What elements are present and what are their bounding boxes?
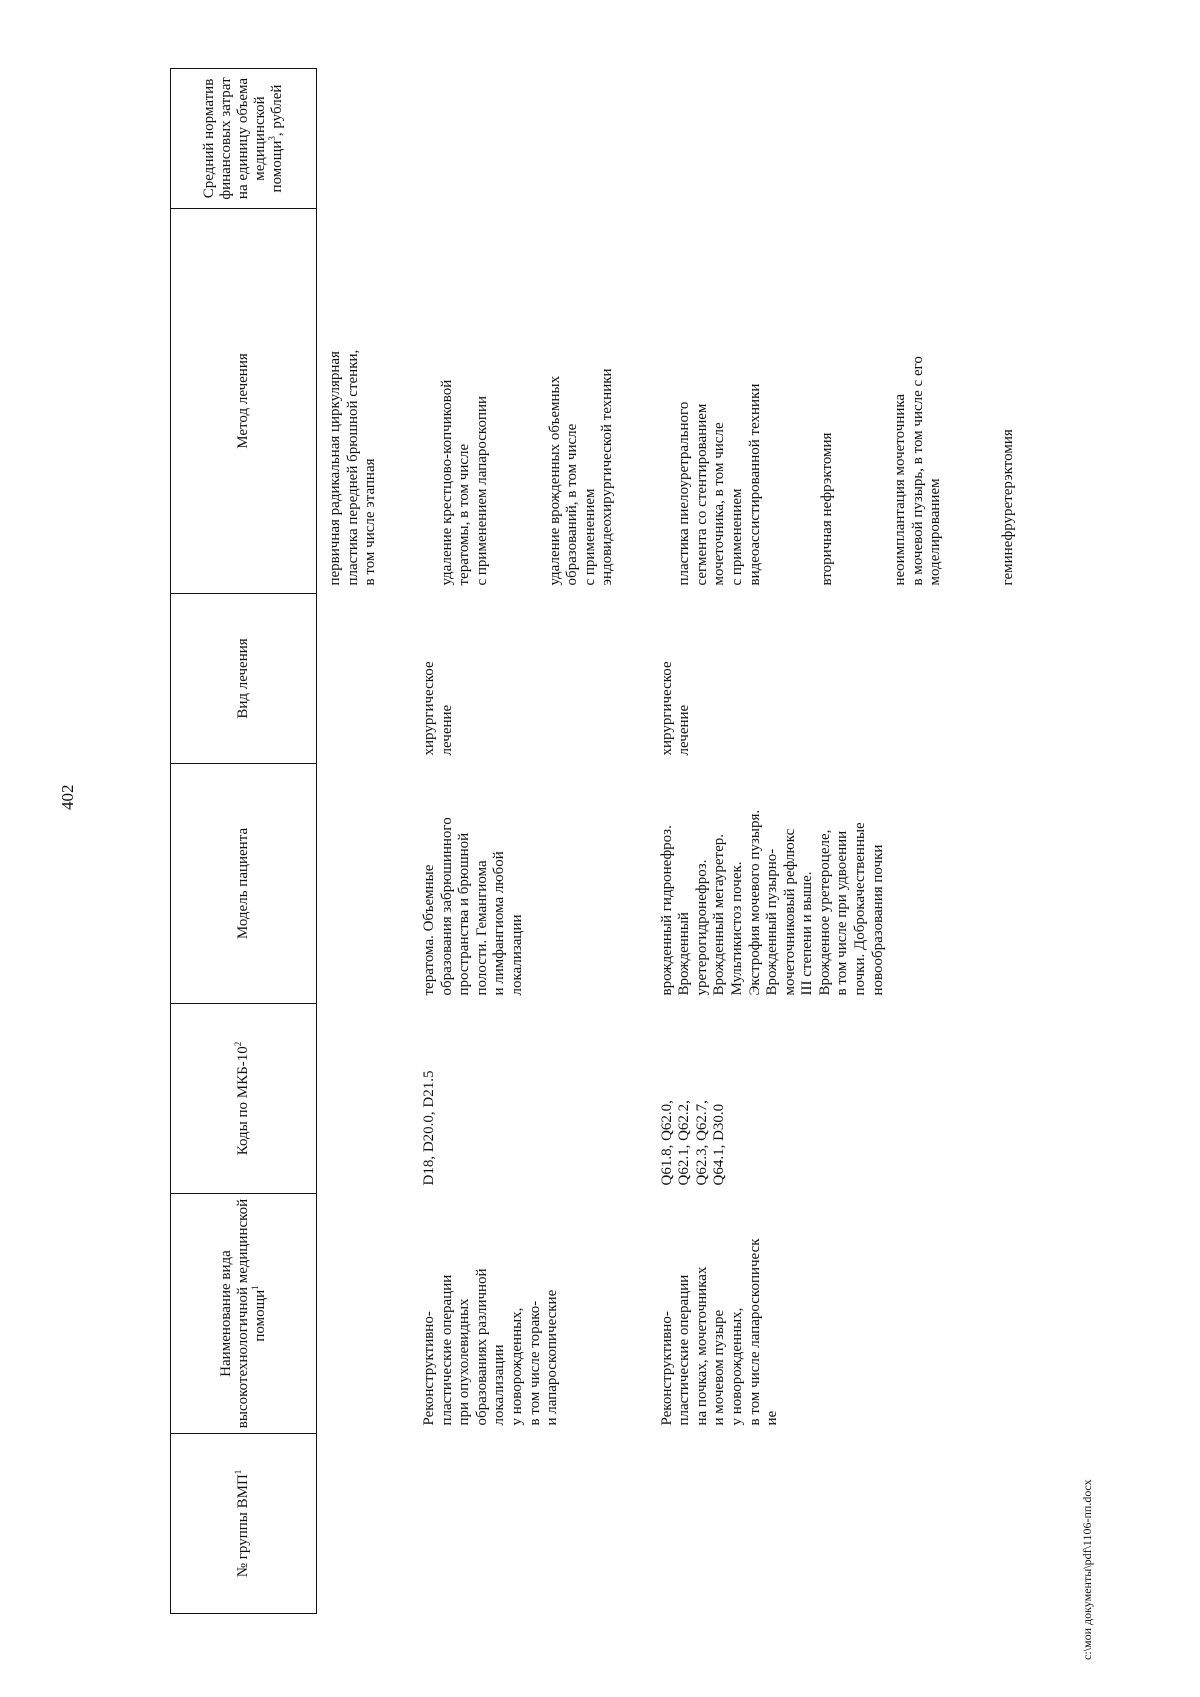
cell-cost (317, 69, 410, 209)
header-icd-codes: Коды по МКБ-$10^2$ (171, 1004, 317, 1194)
table-row (317, 69, 410, 1614)
cell-methods (317, 209, 410, 594)
cell-type: хирургическое лечение (658, 661, 693, 756)
cell-model (317, 764, 410, 1004)
method-item: пластика пиелоуретрального сегмента со стентированием мочеточника, в том числе с применением видеоассистированной техники (676, 383, 763, 586)
method-item: удаление крестцово-копчиковой тератомы, в том числе с применением лапароскопии (438, 379, 490, 586)
cell-methods (635, 209, 1036, 594)
header-row (171, 69, 317, 1614)
cell-model: тератома. Объемные образования забрюшинного пространства и брюшной полости. Гемангиома и лимфангиома любой локализации (421, 817, 525, 996)
cell-cost (635, 69, 1036, 209)
cell-name: Реконструктивно- пластические операции при опухолевидных образованиях различной локализации у новорожденных, в том числе торако- и лапароскопические (421, 1268, 561, 1426)
table-row (409, 69, 635, 1614)
cell-codes (317, 1004, 410, 1194)
table-row (635, 69, 1036, 1614)
header-treatment-method: Метод лечения (171, 209, 317, 594)
procedures-table (170, 68, 1035, 1614)
footer-file-path: c:\мои документы\pdf\1106-пп.docx (1080, 1479, 1094, 1660)
header-group-number: № группы ВМП$^1$ (171, 1434, 317, 1614)
method-item: геминефруретерэктомия (1000, 429, 1017, 586)
cell-model: врожденный гидронефроз. Врожденный уретерогидронефроз. Врожденный мегауретер. Мультикистоз почек. Экстрофия мочевого пузыря. Врожденный пузырно- мочеточниковый рефлюкс III степени и выше. Врожденное уретероцеле, в том числе при удвоении почки. Доброкачественные новообразования почки (658, 809, 886, 996)
header-patient-model: Модель пациента (171, 764, 317, 1004)
cell-cost (409, 69, 635, 209)
rotated-table-area (170, 69, 1017, 1614)
header-cost-standard: Средний норматив финансовых затрат на единицу объема медицинской помощи$^3$, рублей (171, 69, 317, 209)
header-care-type-name: Наименование вида высокотехнологичной медицинской помощи$^1$ (171, 1194, 317, 1434)
method-item: вторичная нефрэктомия (819, 432, 836, 586)
cell-group (409, 1434, 635, 1614)
page-number: 402 (58, 784, 77, 810)
method-item: удаление врожденных объемных образований, в том числе с применением эндовидеохирургической техники (546, 368, 616, 586)
cell-methods (409, 209, 635, 594)
method-item: первичная радикальная циркулярная пластика передней брюшной стенки, в том числе этапная (327, 349, 379, 586)
cell-type (317, 594, 410, 764)
cell-group (635, 1434, 1036, 1614)
header-treatment-type: Вид лечения (171, 594, 317, 764)
cell-codes: Q61.8, Q62.0, Q62.1, Q62.2, Q62.3, Q62.7, Q64.1, D30.0 (658, 1100, 728, 1186)
method-item: неоимплантация мочеточника в мочевой пузырь, в том числе с его моделированием (892, 356, 944, 586)
cell-group (317, 1434, 410, 1614)
cell-name (317, 1194, 410, 1434)
cell-name: Реконструктивно- пластические операции на почках, мочеточниках и мочевом пузыре у новорожденных, в том числе лапароскопическ ие (658, 1238, 781, 1426)
cell-codes: D18, D20.0, D21.5 (421, 1070, 437, 1186)
cell-type: хирургическое лечение (421, 661, 455, 756)
